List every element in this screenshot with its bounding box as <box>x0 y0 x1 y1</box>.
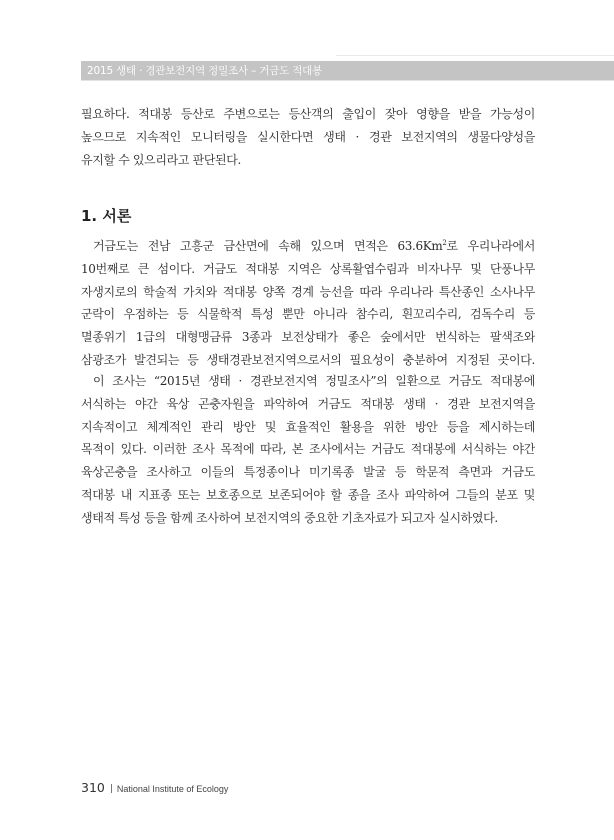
header-bottom-rule <box>81 80 614 81</box>
running-header-title: 2015 생태 · 경관보전지역 정밀조사 – 거금도 적대봉 <box>87 65 323 77</box>
paragraph-2-line: 적대봉 내 지표종 또는 보호종으로 보존되어야 할 종을 조사 파악하여 그들의 분포 및 <box>81 487 535 502</box>
running-header-bar <box>81 61 614 80</box>
intro-line: 필요하다. 적대봉 등산로 주변으로는 등산객의 출입이 잦아 영향을 받을 가능성이 <box>81 107 535 121</box>
header-top-rule <box>336 55 614 56</box>
paragraph-1-line-tail: 로 우리나라에서 <box>446 239 535 253</box>
paragraph-1-line: 멸종위기 1급의 대형맹금류 3종과 보전상태가 좋은 숲에서만 번식하는 팔색조와 <box>81 330 535 345</box>
paragraph-1-line: 삼광조가 발견되는 등 생태경관보전지역으로서의 필요성이 충분하여 지정된 곳이다. <box>81 352 535 367</box>
paragraph-2 <box>81 370 535 530</box>
paragraph-1-line-text: 거금도는 전남 고흥군 금산면에 속해 있으며 면적은 63.6Km <box>93 239 443 253</box>
paragraph-1-line: 자생지로의 학술적 가치와 적대봉 양쪽 경계 능선을 따라 우리나라 특산종인 소사나무 <box>81 284 535 299</box>
paragraph-2-line: 지속적이고 체계적인 관리 방안 및 효율적인 활용을 위한 방안 등을 제시하는데 <box>81 419 535 434</box>
page-footer <box>81 780 228 795</box>
area-unit-superscript: 2 <box>442 239 447 247</box>
paragraph-2-line: 목적이 있다. 이러한 조사 목적에 따라, 본 조사에서는 거금도 적대봉에 서식하는 야간 <box>81 442 535 457</box>
paragraph-1 <box>81 235 535 372</box>
intro-paragraph <box>81 103 535 171</box>
intro-line: 유지할 수 있으리라고 판단된다. <box>81 152 242 167</box>
paragraph-1-line: 10번째로 큰 섬이다. 거금도 적대봉 지역은 상록활엽수림과 비자나무 및 단풍나무 <box>81 261 535 276</box>
intro-line: 높으므로 지속적인 모니터링을 실시한다면 생태 · 경관 보전지역의 생물다양성을 <box>81 129 535 144</box>
paragraph-1-line: 군락이 우점하는 등 식물학적 특성 뿐만 아니라 참수리, 흰꼬리수리, 검독수리 등 <box>81 307 535 322</box>
publisher-name: National Institute of Ecology <box>116 784 229 794</box>
paragraph-2-line: 서식하는 야간 육상 곤충자원을 파악하여 거금도 적대봉 생태 · 경관 보전지역을 <box>81 396 535 411</box>
paragraph-2-line: 생태적 특성 등을 함께 조사하여 보전지역의 중요한 기초자료가 되고자 실시하였다. <box>81 510 498 525</box>
section-heading: 1. 서론 <box>81 207 132 225</box>
page-number: 310 <box>81 780 105 795</box>
paragraph-2-line: 육상곤충을 조사하고 이들의 특정종이나 미기록종 발굴 등 학문적 측면과 거금도 <box>81 465 535 480</box>
paragraph-1-first-line <box>81 235 535 258</box>
paragraph-2-line: 이 조사는 “2015년 생태 · 경관보전지역 정밀조사”의 일환으로 거금도 적대봉에 <box>93 374 535 388</box>
footer-divider <box>111 784 112 793</box>
